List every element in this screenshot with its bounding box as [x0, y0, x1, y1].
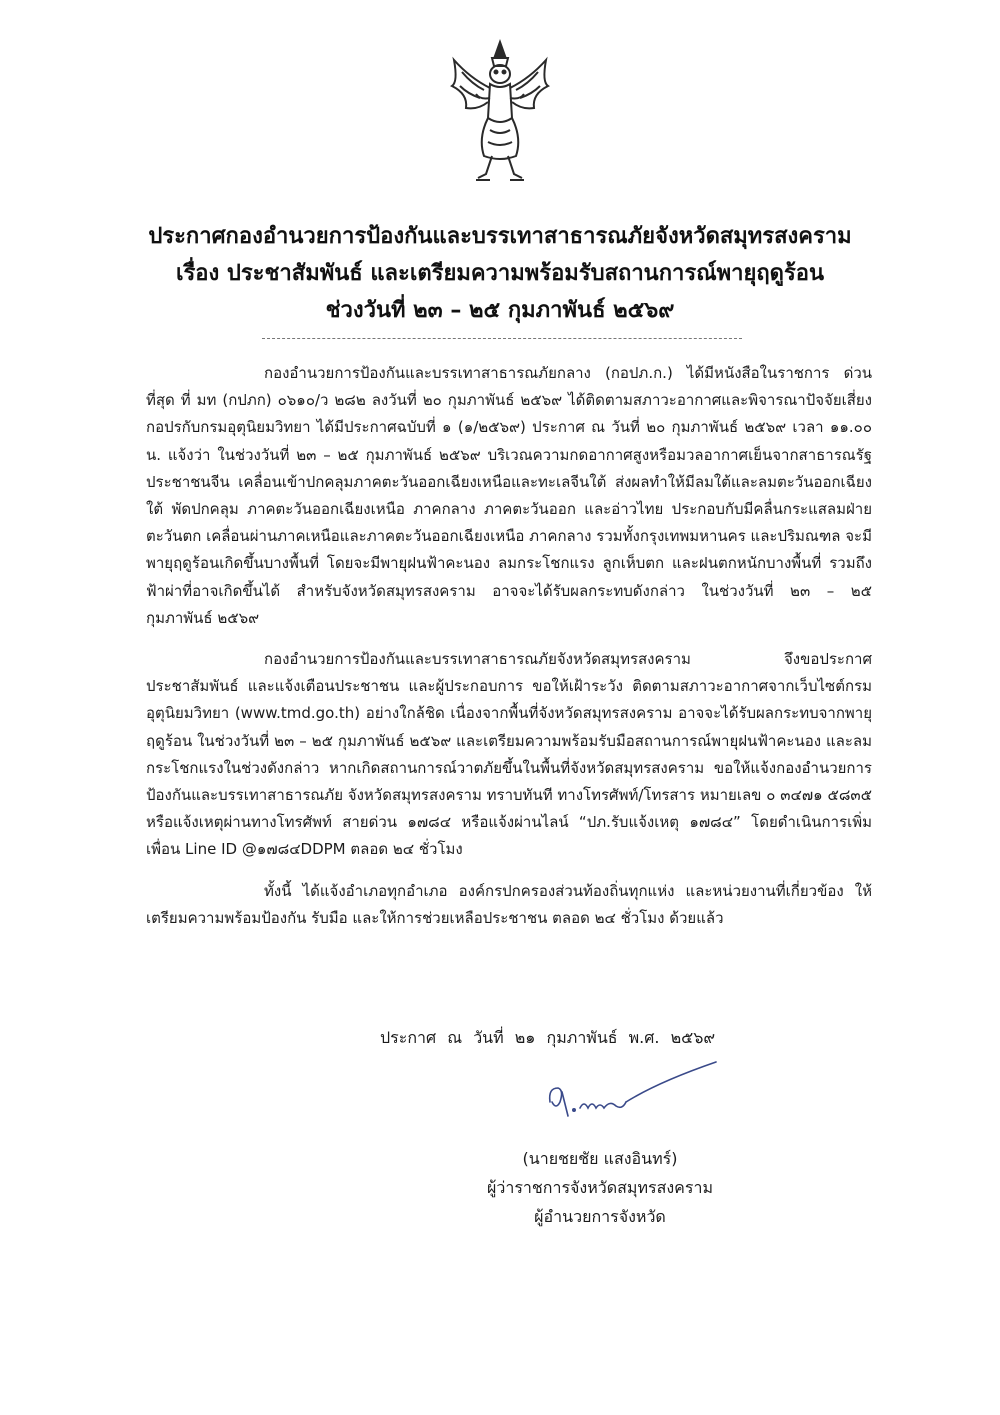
garuda-emblem-icon: [440, 38, 560, 188]
announcement-date: ประกาศ ณ วันที่ ๒๑ กุมภาพันธ์ พ.ศ. ๒๕๖๙: [380, 1028, 716, 1047]
title-line-2: เรื่อง ประชาสัมพันธ์ และเตรียมความพร้อมรับสถานการณ์พายุฤดูร้อน: [175, 261, 825, 286]
body-paragraph-2: กองอำนวยการป้องกันและบรรเทาสาธารณภัยจังหวัดสมุทรสงคราม จึงขอประกาศประชาสัมพันธ์ และแจ้งเตือนประชาชน และผู้ประกอบการ ขอให้เฝ้าระวัง ติดตามสภาวะอากาศจากเว็บไซต์กรมอุตุนิยมวิทยา (www.tmd.go.th) อย่างใกล้ชิด เนื่องจากพื้นที่จังหวัดสมุทรสงคราม อาจจะได้รับผลกระทบจากพายุฤดูร้อน ในช่วงวันที่ ๒๓ – ๒๕ กุมภาพันธ์ ๒๕๖๙ และเตรียมความพร้อมรับมือสถานการณ์พายุฝนฟ้าคะนอง และลมกระโชกแรงในช่วงดังกล่าว หากเกิดสถานการณ์วาตภัยขึ้นในพื้นที่จังหวัดสมุทรสงคราม ขอให้แจ้งกองอำนวยการป้องกันและบรรเทาสาธารณภัย จังหวัดสมุทรสงคราม ทราบทันที ทางโทรศัพท์/โทรสาร หมายเลข ๐ ๓๔๗๑ ๕๘๓๕ หรือแจ้งเหตุผ่านทางโทรศัพท์ สายด่วน ๑๗๘๔ หรือแจ้งผ่านไลน์ “ปภ.รับแจ้งเหตุ ๑๗๘๔” โดยดำเนินการเพิ่มเพื่อน Line ID @๑๗๘๔DDPM ตลอด ๒๔ ชั่วโมง: [146, 650, 872, 859]
signer-role: ผู้อำนวยการจังหวัด: [534, 1207, 666, 1226]
signer-position: ผู้ว่าราชการจังหวัดสมุทรสงคราม: [486, 1178, 713, 1197]
title-divider: [262, 338, 742, 339]
signer-block: [430, 1144, 770, 1231]
title-line-3: ช่วงวันที่ ๒๓ – ๒๕ กุมภาพันธ์ ๒๕๖๙: [325, 298, 675, 323]
title-line-1: ประกาศกองอำนวยการป้องกันและบรรเทาสาธารณภัยจังหวัดสมุทรสงคราม: [148, 224, 852, 249]
announcement-title: [140, 218, 860, 329]
body-paragraph-3: ทั้งนี้ ได้แจ้งอำเภอทุกอำเภอ องค์กรปกครองส่วนท้องถิ่นทุกแห่ง และหน่วยงานที่เกี่ยวข้อง ให้เตรียมความพร้อมป้องกัน รับมือ และให้การช่วยเหลือประชาชน ตลอด ๒๔ ชั่วโมง ด้วยแล้ว: [146, 881, 872, 927]
body-paragraph-1: กองอำนวยการป้องกันและบรรเทาสาธารณภัยกลาง (กอปภ.ก.) ได้มีหนังสือในราชการ ด่วนที่สุด ที่ มท (กปภก) ๐๖๑๐/ว ๒๘๒ ลงวันที่ ๒๐ กุมภาพันธ์ ๒๕๖๙ ได้ติดตามสภาวะอากาศและพิจารณาปัจจัยเสี่ยง กอปรกับกรมอุตุนิยมวิทยา ได้มีประกาศฉบับที่ ๑ (๑/๒๕๖๙) ประกาศ ณ วันที่ ๒๐ กุมภาพันธ์ ๒๕๖๙ เวลา ๑๑.๐๐ น. แจ้งว่า ในช่วงวันที่ ๒๓ – ๒๕ กุมภาพันธ์ ๒๕๖๙ บริเวณความกดอากาศสูงหรือมวลอากาศเย็นจากสาธารณรัฐประชาชนจีน เคลื่อนเข้าปกคลุมภาคตะวันออกเฉียงเหนือและทะเลจีนใต้ ส่งผลทำให้มีลมใต้และลมตะวันออกเฉียงใต้ พัดปกคลุม ภาคตะวันออกเฉียงเหนือ ภาคกลาง ภาคตะวันออก และอ่าวไทย ประกอบกับมีคลื่นกระแสลมฝ่ายตะวันตก เคลื่อนผ่านภาคเหนือและภาคตะวันออกเฉียงเหนือ ภาคกลาง รวมทั้งกรุงเทพมหานคร และปริมณฑล จะมีพายุฤดูร้อนเกิดขึ้นบางพื้นที่ โดยจะมีพายุฝนฟ้าคะนอง ลมกระโชกแรง ลูกเห็บตก และฝนตกหนักบางพื้นที่ รวมถึงฟ้าผ่าที่อาจเกิดขึ้นได้ สำหรับจังหวัดสมุทรสงคราม อาจจะได้รับผลกระทบดังกล่าว ในช่วงวันที่ ๒๓ – ๒๕ กุมภาพันธ์ ๒๕๖๙: [146, 364, 872, 627]
handwritten-signature: [538, 1058, 728, 1128]
signer-name: (นายชยชัย แสงอินทร์): [522, 1149, 678, 1168]
document-body: [146, 360, 872, 932]
